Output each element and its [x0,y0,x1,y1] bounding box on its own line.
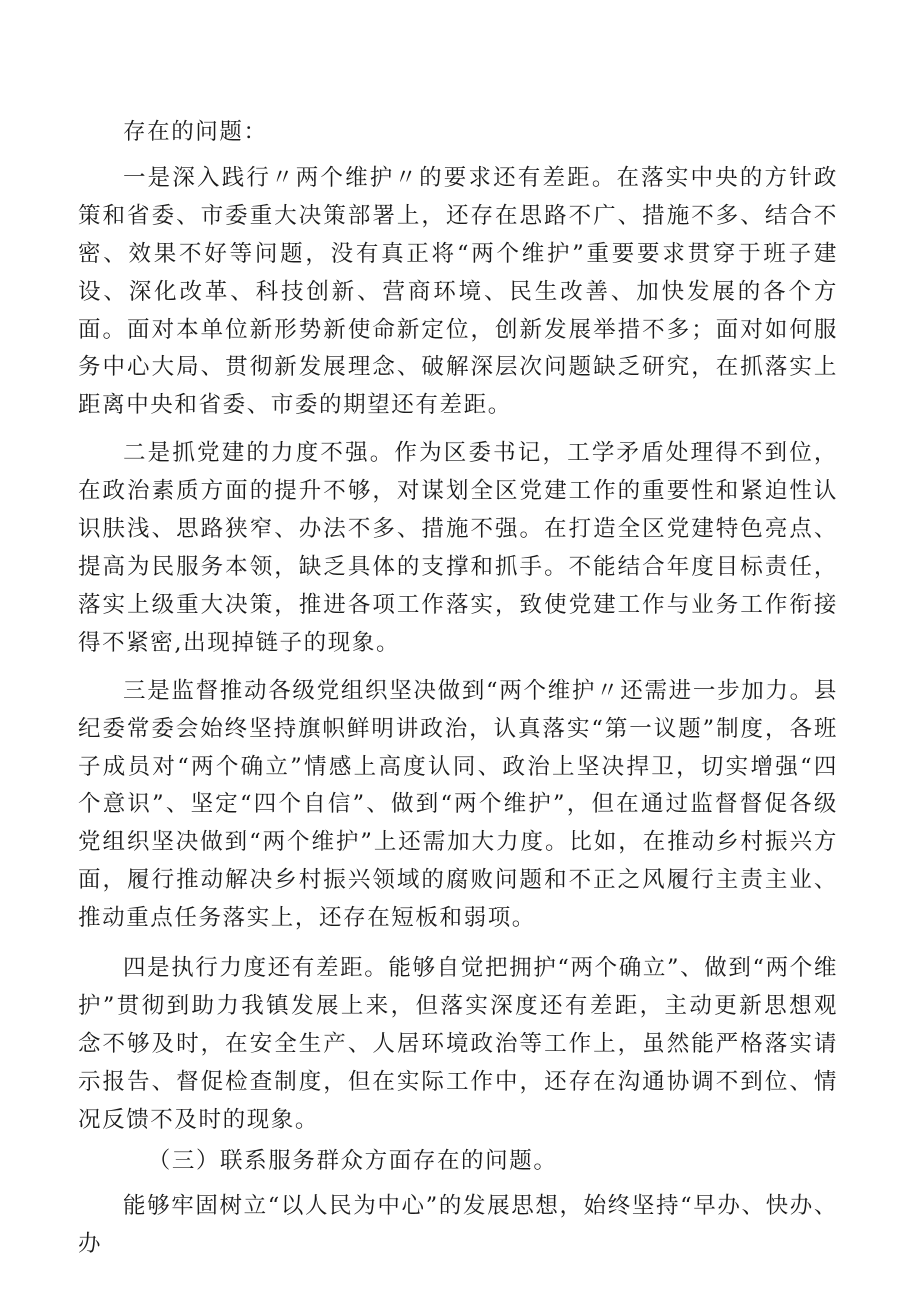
paragraph-problem-3: 三是监督推动各级党组织坚决做到“两个维护〃还需进一步加力。县纪委常委会始终坚持旗帜鲜明讲政治，认真落实“第一议题”制度，各班子成员对“两个确立”情感上高度认同、政治上坚决捍卫，切实增强“四个意识”、坚定“四个自信”、做到“两个维护”，但在通过监督督促各级党组织坚决做到“两个维护”上还需加大力度。比如，在推动乡村振兴方面，履行推动解决乡村振兴领域的腐败问题和不正之风履行主责主业、推动重点任务落实上，还存在短板和弱项。 [78,677,838,932]
section-heading: 存在的问题： [123,119,268,145]
paragraph-problem-1: 一是深入践行〃两个维护〃的要求还有差距。在落实中央的方针政策和省委、市委重大决策部署上，还存在思路不广、措施不多、结合不密、效果不好等问题，没有真正将“两个维护”重要要求贯穿于班子建设、深化改革、科技创新、营商环境、民生改善、加快发展的各个方面。面对本单位新形势新使命新定位，创新发展举措不多；面对如何服务中心大局、贯彻新发展理念、破解深层次问题缺乏研究，在抓落实上距离中央和省委、市委的期望还有差距。 [78,164,838,419]
paragraph-problem-4: 四是执行力度还有差距。能够自觉把拥护“两个确立”、做到“两个维护”贯彻到助力我镇发展上来，但落实深度还有差距，主动更新思想观念不够及时，在安全生产、人居环境政治等工作上，虽然能严格落实请示报告、督促检查制度，但在实际工作中，还存在沟通协调不到位、情况反馈不及时的现象。 [78,955,838,1133]
paragraph-continuation: 能够牢固树立“以人民为中心”的发展思想，始终坚持“早办、快办、办 [78,1193,838,1258]
document-page [78,114,838,1264]
paragraph-problem-2: 二是抓党建的力度不强。作为区委书记，工学矛盾处理得不到位，在政治素质方面的提升不够，对谋划全区党建工作的重要性和紧迫性认识肤浅、思路狭窄、办法不多、措施不强。在打造全区党建特色亮点、提高为民服务本领，缺乏具体的支撑和抓手。不能结合年度目标责任，落实上级重大决策，推进各项工作落实，致使党建工作与业务工作衔接得不紧密,出现掉链子的现象。 [78,440,838,656]
subsection-heading: （三）联系服务群众方面存在的问题。 [147,1147,558,1174]
